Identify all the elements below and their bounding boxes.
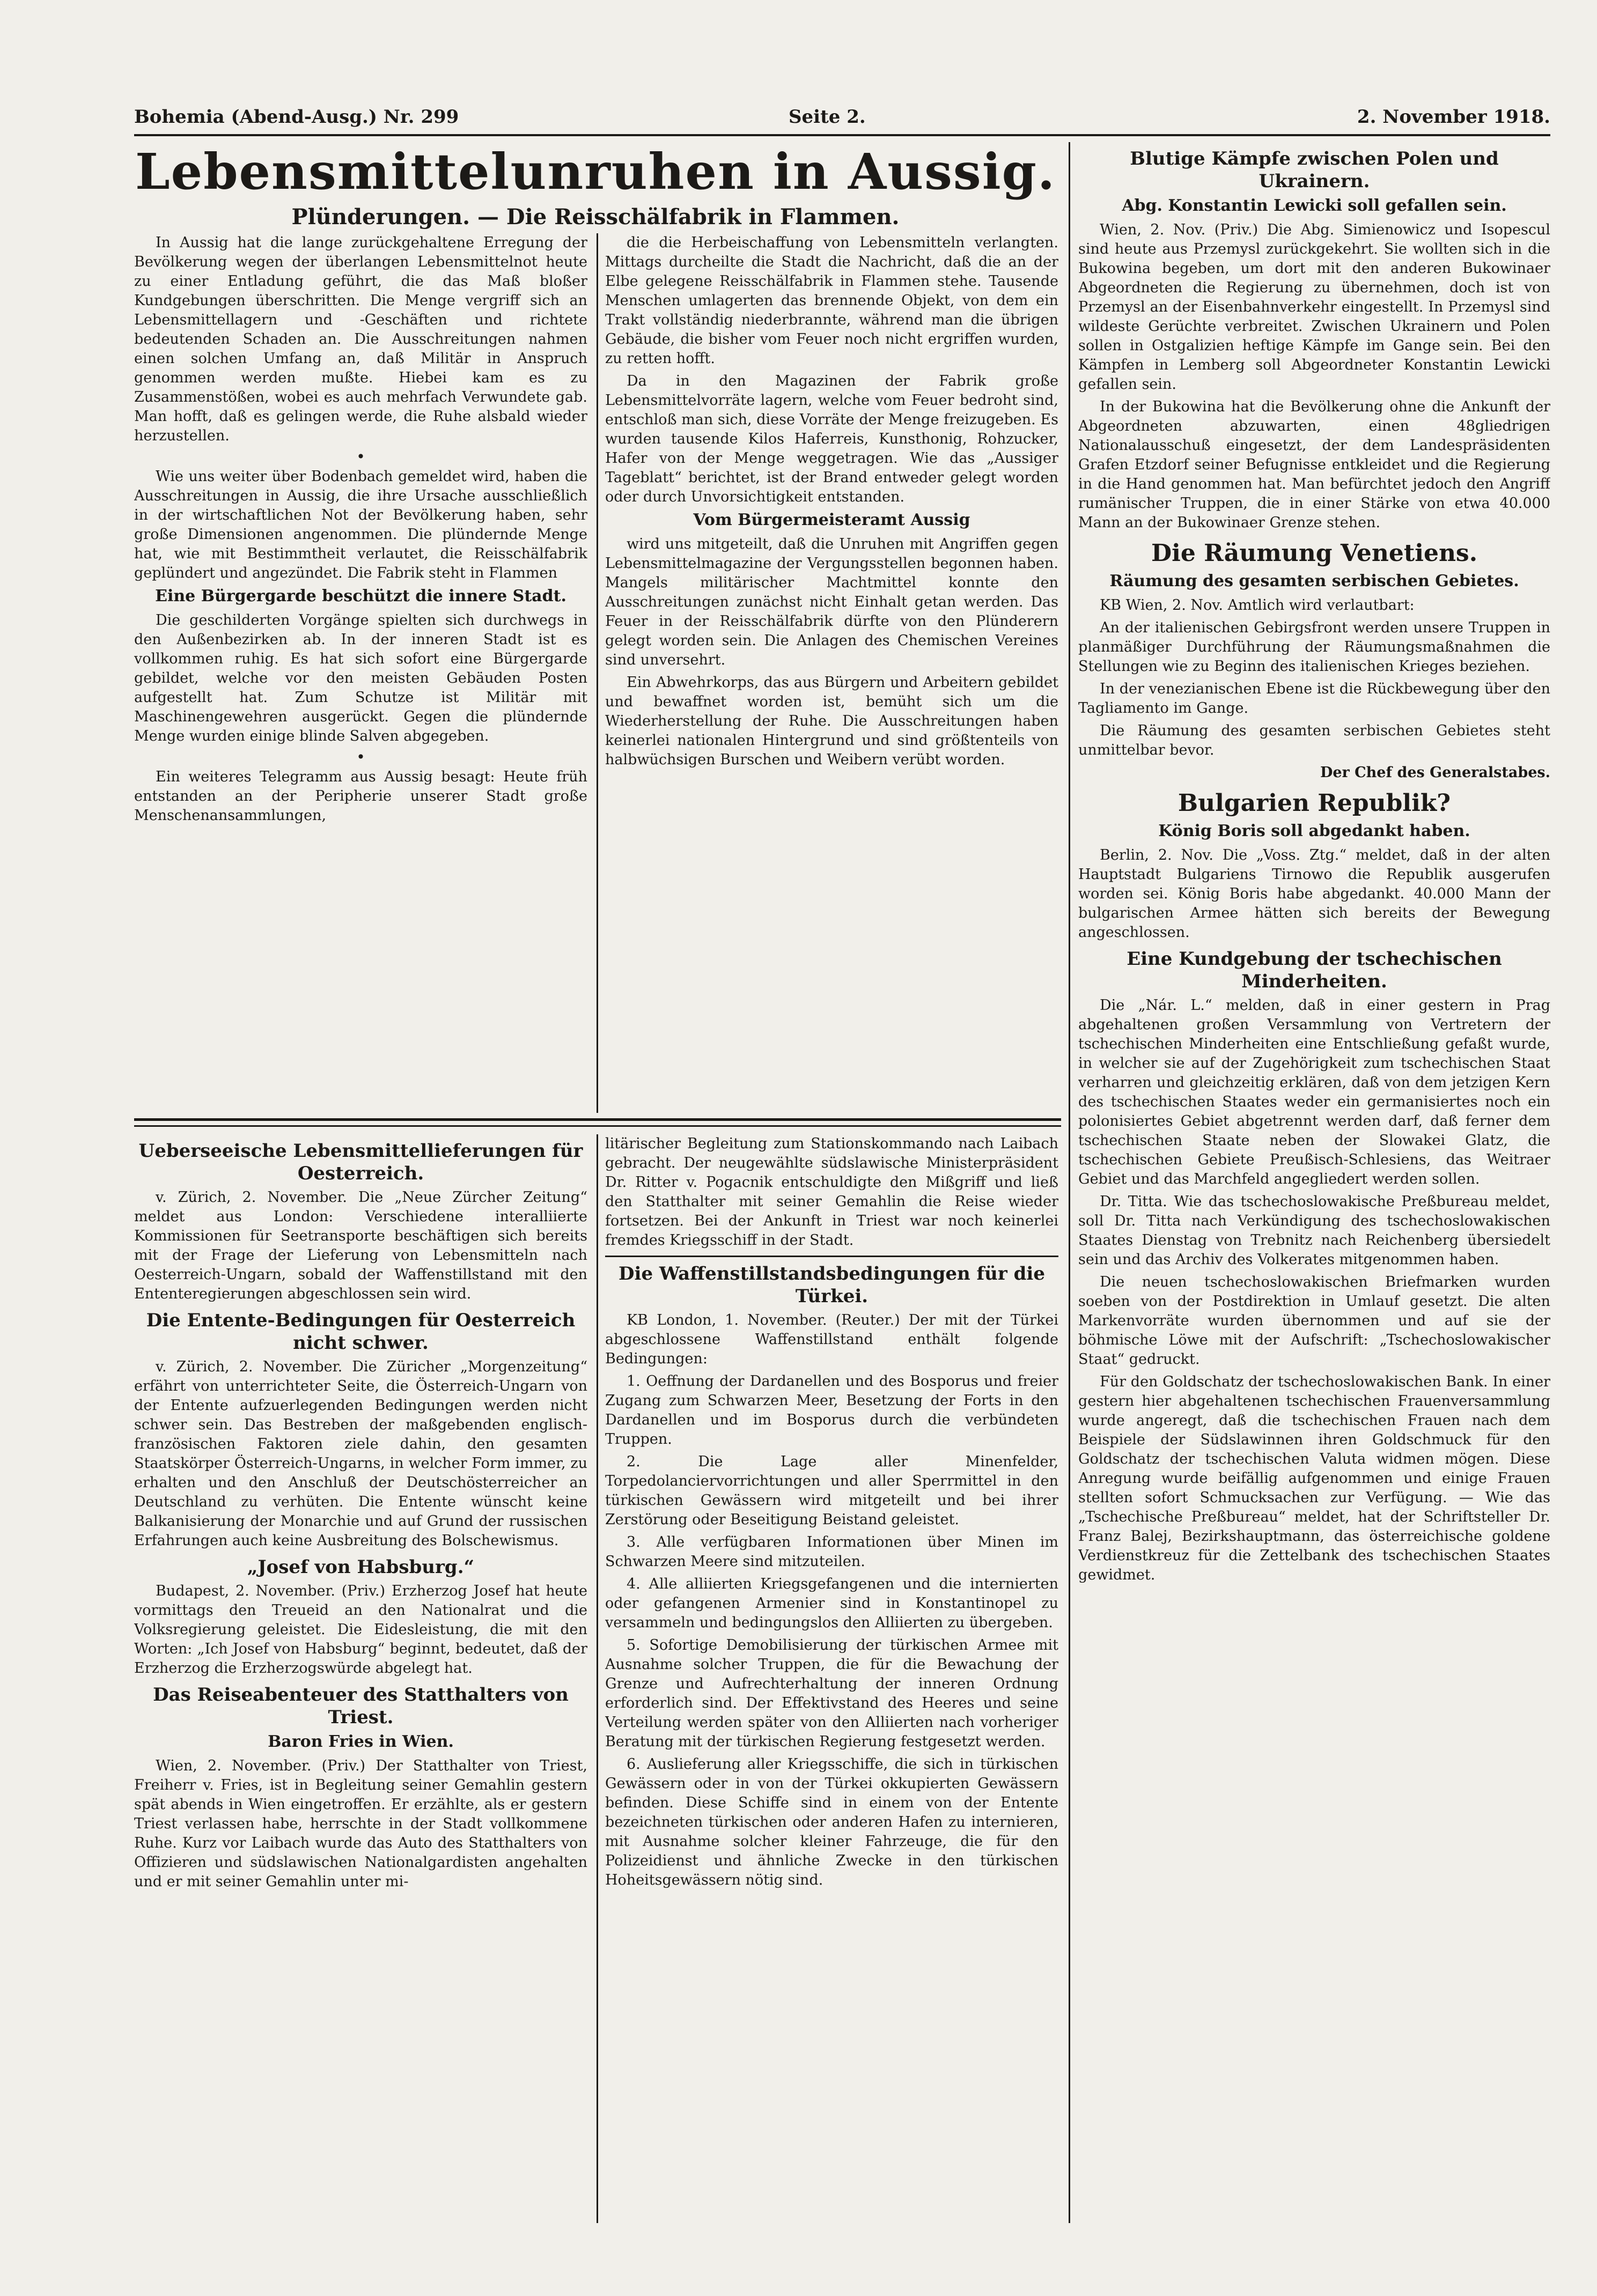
article-paragraph: In der venezianischen Ebene ist die Rückbewegung über den Tagliamento im Gange. [1078,681,1550,717]
section-divider: • [356,748,365,766]
article-title: Ueberseeische Lebensmittellieferungen für Oesterreich. [138,1140,583,1184]
article-paragraph: KB London, 1. November. (Reuter.) Der mit der Türkei abgeschlossene Waffenstillstand enthält folgende Bedingungen: [605,1312,1058,1367]
lead-title: Lebensmittelunruhen in Aussig. [135,143,1056,201]
header-page-number: Seite 2. [789,106,866,128]
lead-paragraph: die die Herbeischaffung von Lebensmitteln verlangten. Mittags durcheilte die Stadt die Nachricht, daß die an der Elbe gelegene Reisschälfabrik in Flammen stehe. Tausende Menschen umlagerten das brennende Objekt, von dem ein Trakt vollständig niederbrannte, während man die übrigen Gebäude, die bisher vom Feuer noch nicht ergriffen wurden, zu retten hofft. [605,234,1058,367]
article-paragraph: Wien, 2. Nov. (Priv.) Die Abg. Simienowicz und Isopescul sind heute aus Przemysl zurückgekehrt. Sie wollten sich in die Bukowina begeben, um dort mit den anderen Bukowinaer Abgeordneten die Regierung zu übernehmen, doch ist von Przemysl an der Eisenbahnverkehr eingestellt. In Przemysl sind wildeste Gerüchte verbreitet. Zwischen Ukrainern und Polen sollen in Ostgalizien heftige Kämpfe im Gange sein. Bei den Kämpfen in Lemberg soll Abgeordneter Konstantin Lewicki gefallen sein. [1078,222,1550,393]
article-paragraph: Budapest, 2. November. (Priv.) Erzherzog Josef hat heute vormittags den Treueid an den Nationalrat und die Volksregierung geleistet. Die Eidesleistung, die mit den Worten: „Ich Josef von Habsburg“ beginnt, bedeutet, daß der Erzherzog die Erzherzogswürde abgelegt hat. [134,1583,587,1677]
article-title: Die Entente-Bedingungen für Oesterreich nicht schwer. [146,1310,576,1354]
lead-paragraph: wird uns mitgeteilt, daß die Unruhen mit Angriffen gegen Lebensmittelmagazine der Vergungsstellen begonnen haben. Mangels militärischer Machtmittel konnte den Ausschreitungen zunächst nicht Einhalt getan werden. Das Feuer in der Reisschälfabrik dürfte von den Plünderern gelegt worden sein. Die Anlagen des Chemischen Vereines sind unversehrt. [605,536,1058,668]
article-title: Blutige Kämpfe zwischen Polen und Ukrainern. [1130,148,1499,192]
article-signature: Der Chef des Generalstabes. [1320,764,1550,781]
right-column [1078,142,1550,2223]
section-divider: • [356,448,365,466]
article-subtitle: Abg. Konstantin Lewicki soll gefallen sein. [1122,196,1507,215]
article-paragraph: Dr. Titta. Wie das tschechoslowakische Preßbureau meldet, soll Dr. Titta nach Verkündigung des tschechoslowakischen Staates Dienstag von Trebnitz nach Reichenberg übersiedelt sein und das Archiv des Volkerates mitgenommen haben. [1078,1193,1550,1268]
article-paragraph: v. Zürich, 2. November. Die Züricher „Morgenzeitung“ erfährt von unterrichteter Seite, die Österreich-Ungarn von der Entente aufzuerlegenden Bedingungen werden nicht schwer sein. Das Bestreben der maßgebenden englisch-französischen Faktoren ziele dahin, den gesamten Staatskörper Österreich-Ungarns, in welcher Form immer, zu erhalten und den Anschluß der Deutschösterreicher an Deutschland zu verhüten. Die Entente wünscht keine Balkanisierung der Monarchie und auf Grund der russischen Erfahrungen auch keine Ausbreitung des Bolschewismus. [134,1359,587,1549]
lead-paragraph: In Aussig hat die lange zurückgehaltene Erregung der Bevölkerung wegen der überlangen Lebensmittelnot heute zu einer Entladung geführt, die das Maß bloßer Kundgebungen überschritten. Die Menge vergriff sich an Lebensmittellagern und -Geschäften und richtete bedeutenden Schaden an. Die Ausschreitungen nahmen einen solchen Umfang an, daß Militär in Anspruch genommen werden mußte. Hiebei kam es zu Zusammenstößen, wobei es auch mehrfach Verwundete gab. Man hofft, daß es gelingen werde, die Ruhe alsbald wieder herzustellen. [134,234,587,444]
article-subtitle: König Boris soll abgedankt haben. [1158,822,1470,840]
article-title: Die Räumung Venetiens. [1151,540,1478,567]
article-paragraph: In der Bukowina hat die Bevölkerung ohne die Ankunft der Abgeordneten abzuwarten, einen 48gliedrigen Nationalausschuß eingesetzt, der dem Landespräsidenten Grafen Etzdorf seiner Befugnisse entkleidet und die Regierung in die Hand genommen hat. Man befürchtet jedoch den Angriff rumänischer Truppen, die in einer Stärke von etwa 40.000 Mann an der Bukowinaer Grenze stehen. [1078,398,1550,531]
section-rule [605,1256,1058,1257]
lead-subtitle: Plünderungen. — Die Reisschälfabrik in Flammen. [291,204,900,230]
lead-paragraph: Da in den Magazinen der Fabrik große Lebensmittelvorräte lagern, welche vom Feuer bedroht sind, entschloß man sich, diese Vorräte der Menge freizugeben. Es wurden tausende Kilos Haferreis, Kunsthonig, Rohzucker, Hafer von der Menge weggetragen. Wie das „Aussiger Tageblatt“ berichtet, ist der Brand entweder gelegt worden oder durch Unvorsichtigkeit entstanden. [605,373,1058,505]
article-title: Das Reiseabenteuer des Statthalters von Triest. [153,1684,569,1728]
article-paragraph: 5. Sofortige Demobilisierung der türkischen Armee mit Ausnahme solcher Truppen, die für die Bewachung der Grenze und Aufrechterhaltung der inneren Ordnung erforderlich sind. Der Effektivstand des Heeres und seine Verteilung werden später von den Alliierten nach vorheriger Beratung mit der türkischen Regierung festgesetzt werden. [605,1637,1058,1750]
article-paragraph: 4. Alle alliierten Kriegsgefangenen und die internierten oder gefangenen Armenier sind in Konstantinopel zu versammeln und bedingungslos den Alliierten zu übergeben. [605,1576,1058,1631]
article-paragraph: Berlin, 2. Nov. Die „Voss. Ztg.“ meldet, daß in der alten Hauptstadt Bulgariens Tirnowo die Republik ausgerufen worden sei. König Boris habe abgedankt. 40.000 Mann der bulgarischen Armee hätten sich bereits der Bewegung angeschlossen. [1078,847,1550,941]
article-paragraph: v. Zürich, 2. November. Die „Neue Zürcher Zeitung“ meldet aus London: Verschiedene interalliierte Kommissionen für Seetransporte beschäftigen sich bereits mit der Frage der Lieferung von Lebensmitteln nach Oesterreich-Ungarn, sobald der Waffenstillstand mit den Ententeregierungen abgeschlossen sein wird. [134,1189,587,1302]
article-paragraph: Die neuen tschechoslowakischen Briefmarken wurden soeben von der Postdirektion in Umlauf gesetzt. Die alten Markenvorräte wurden übernommen und auf sie der böhmische Löwe mit der Aufschrift: „Tschechoslowakischer Staat“ gedruckt. [1078,1274,1550,1368]
column-rule [1069,142,1070,2223]
lead-paragraph: Wie uns weiter über Bodenbach gemeldet wird, haben die Ausschreitungen in Aussig, die ihre Ursache ausschließlich in der wirtschaftlichen Not der Bevölkerung haben, sehr große Dimensionen angenommen. Die plündernde Menge hat, wie mit Bestimmtheit verlautet, die Reisschälfabrik geplündert und angezündet. Die Fabrik steht in Flammen [134,468,587,581]
lead-subhead: Eine Bürgergarde beschützt die innere Stadt. [155,587,566,606]
section-rule [134,1118,1061,1121]
lead-subhead: Vom Bürgermeisteramt Aussig [693,511,970,529]
lead-paragraph: Die geschilderten Vorgänge spielten sich durchwegs in den Außenbezirken ab. In der inneren Stadt ist es vollkommen ruhig. Es hat sich sofort eine Bürgergarde gebildet, welche vor den meisten Gebäuden Posten aufgestellt hat. Zum Schutze ist Militär mit Maschinengewehren ausgerückt. Gegen die plündernde Menge wurden einige blinde Salven abgegeben. [134,612,587,744]
article-paragraph: Für den Goldschatz der tschechoslowakischen Bank. In einer gestern hier abgehaltenen tschechischen Frauenversammlung wurde angeregt, daß die tschechischen Frauen nach dem Beispiele der Südslawinnen ihren Goldschmuck für den Goldschatz der tschechischen Valuta widmen mögen. Diese Anregung wurde beifällig aufgenommen und einige Frauen stellten sofort Schmucksachen zur Verfügung. — Wie das „Tschechische Preßbureau“ meldet, hat der Schriftsteller Dr. Franz Balej, Bezirkshauptmann, das österreichische goldene Verdienstkreuz für die Zettelbank des tschechischen Staates gewidmet. [1078,1374,1550,1583]
article-paragraph: Die Räumung des gesamten serbischen Gebietes steht unmittelbar bevor. [1078,722,1550,758]
article-paragraph: Die „Nár. L.“ melden, daß in einer gestern in Prag abgehaltenen großen Versammlung von Vertretern der tschechischen Minderheiten eine Entschließung gefaßt wurde, in welcher sie auf der Zugehörigkeit zum tschechischen Staat verharren und gleichzeitig erklären, daß von dem jetzigen Kern des tschechischen Staates weder ein germanisiertes noch ein polonisiertes Gebiet abgetrennt werden darf, daß ferner dem tschechischen Staate neben der Slowakei Glatz, die tschechischen Gebiete Preußisch-Schlesiens, das Weitraer Gebiet und das Marchfeld angegliedert werden sollen. [1078,997,1550,1187]
header-date: 2. November 1918. [1357,106,1550,128]
column-rule [597,233,598,1113]
column-rule [597,1134,598,2223]
page-header [134,102,1550,136]
article-title: Die Waffenstillstandsbedingungen für die Türkei. [619,1263,1045,1307]
article-paragraph: KB Wien, 2. Nov. Amtlich wird verlautbart: [1100,597,1415,614]
article-paragraph: 1. Oeffnung der Dardanellen und des Bosporus und freier Zugang zum Schwarzen Meer, Besetzung der Forts in den Dardanellen und im Bosporus durch die verbündeten Truppen. [605,1373,1058,1448]
article-paragraph: 2. Die Lage aller Minenfelder, Torpedolanciervorrichtungen und aller Sperrmittel in den türkischen Gewässern wird mitgeteilt und bei ihrer Zerstörung oder Beseitigung Beistand geleistet. [605,1453,1058,1528]
article-subtitle: Räumung des gesamten serbischen Gebietes. [1109,572,1519,590]
article-paragraph: Wien, 2. November. (Priv.) Der Statthalter von Triest, Freiherr v. Fries, ist in Begleitung seiner Gemahlin gestern spät abends in Wien eingetroffen. Er erzählte, als er gestern Triest verlassen habe, herrschte in der Stadt vollkommene Ruhe. Kurz vor Laibach wurde das Auto des Statthalters von Offizieren und südslawischen Nationalgardisten angehalten und er mit seiner Gemahlin unter mi- [134,1758,587,1890]
lead-column-1 [134,233,587,1113]
lead-column-2 [605,233,1058,1113]
article-paragraph: 3. Alle verfügbaren Informationen über Minen im Schwarzen Meere sind mitzuteilen. [605,1534,1058,1570]
lead-paragraph: Ein weiteres Telegramm aus Aussig besagt: Heute früh entstanden an der Peripherie unserer Stadt große Menschenansammlungen, [134,769,587,824]
lower-column-1 [134,1134,587,2223]
article-title: „Josef von Habsburg.“ [247,1556,475,1578]
article-paragraph: 6. Auslieferung aller Kriegsschiffe, die sich in türkischen Gewässern oder in von der Türkei okkupierten Gewässern befinden. Diese Schiffe sind in einem von der Entente bezeichneten türkischen oder anderen Hafen zu internieren, mit Ausnahme solcher kleiner Fahrzeuge, die für den Polizeidienst und ähnliche Zwecke in den türkischen Hoheitsgewässern nötig sind. [605,1756,1058,1888]
article-paragraph: litärischer Begleitung zum Stationskommando nach Laibach gebracht. Der neugewählte südslawische Ministerpräsident Dr. Ritter v. Pogacnik entschuldigte den Mißgriff und ließ den Statthalter mit seiner Gemahlin die Reise wieder fortsetzen. Bei der Ankunft in Triest war noch keinerlei fremdes Kriegsschiff in der Stadt. [605,1135,1058,1249]
section-rule [134,1125,1061,1127]
article-title: Eine Kundgebung der tschechischen Minderheiten. [1127,948,1502,992]
article-subtitle: Baron Fries in Wien. [268,1732,454,1751]
lower-column-2 [605,1134,1058,2223]
lead-paragraph: Ein Abwehrkorps, das aus Bürgern und Arbeitern gebildet und bewaffnet worden ist, bemüht sich um die Wiederherstellung der Ruhe. Die Ausschreitungen haben keinerlei nationalen Hintergrund und sind größtenteils von halbwüchsigen Burschen und Weibern verübt worden. [605,674,1058,768]
article-paragraph: An der italienischen Gebirgsfront werden unsere Truppen in planmäßiger Durchführung der Räumungsmaßnahmen die Stellungen wie zu Beginn des italienischen Krieges beziehen. [1078,619,1550,675]
header-masthead: Bohemia (Abend-Ausg.) Nr. 299 [134,106,459,128]
newspaper-page [134,102,1550,2226]
article-title: Bulgarien Republik? [1177,789,1451,817]
